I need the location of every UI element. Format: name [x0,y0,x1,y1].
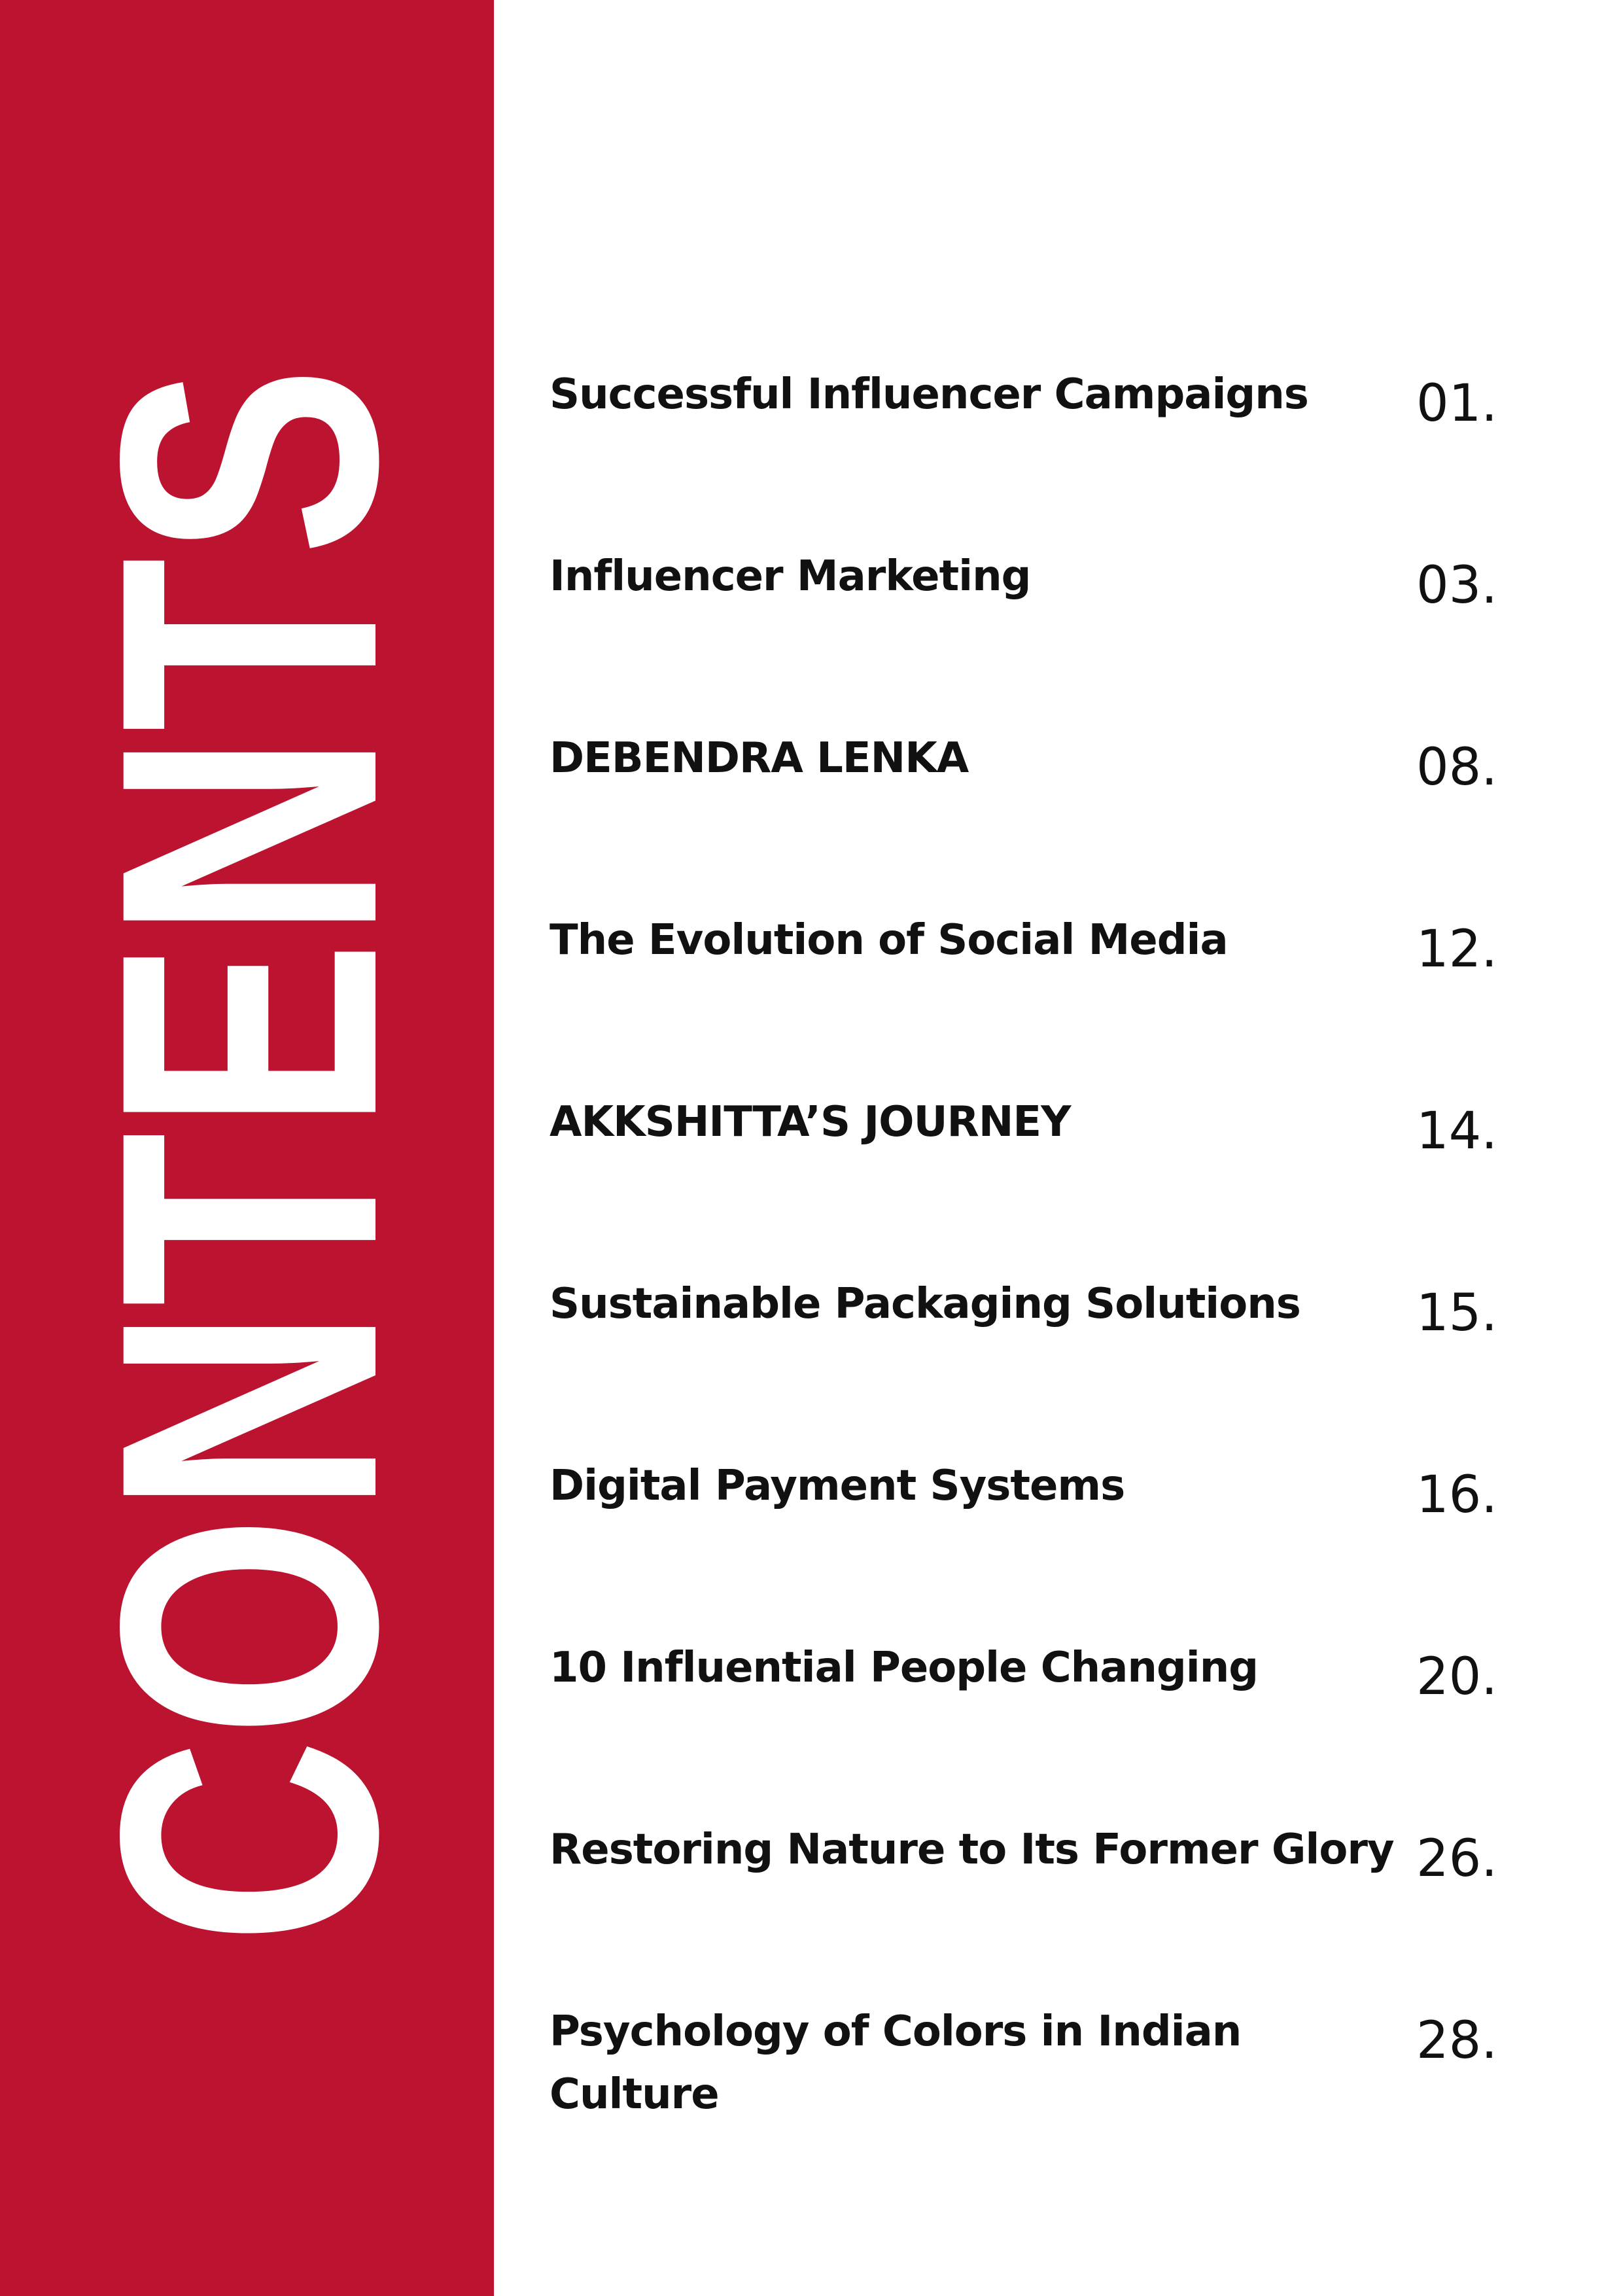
toc-entry-title: AKKSHITTA’S JOURNEY [550,1098,1071,1146]
toc-entry-title: The Evolution of Social Media [550,916,1228,964]
toc-entry[interactable] [550,1455,1622,1585]
toc-entry[interactable] [550,2000,1622,2131]
toc-entry[interactable] [550,363,1622,494]
contents-heading-text: CONTENTS [44,364,453,1945]
toc-entry-title: Restoring Nature to Its Former Glory [550,1826,1394,1874]
toc-entry-page: 14. [1416,1102,1498,1161]
toc-entry-page: 08. [1416,738,1498,797]
toc-entry[interactable] [550,909,1622,1040]
contents-heading [44,142,453,2168]
toc-entry-title: 10 Influential People Changing [550,1644,1259,1692]
toc-entry-title: Digital Payment Systems [550,1462,1125,1510]
toc-entry-page: 12. [1416,920,1498,979]
toc-entry-page: 15. [1416,1284,1498,1343]
toc-entry-title: Psychology of Colors in Indian Culture [550,2007,1242,2119]
toc-entry-page: 26. [1416,1829,1498,1888]
toc-entry[interactable] [550,1636,1622,1767]
toc-entry-page: 01. [1416,374,1498,433]
toc-entry[interactable] [550,1273,1622,1404]
toc-entry-page: 16. [1416,1466,1498,1525]
contents-sidebar [0,0,494,2296]
toc-entry-page: 20. [1416,1648,1498,1706]
toc-entry-title: Influencer Marketing [550,552,1031,601]
toc-entry[interactable] [550,1091,1622,1222]
toc-entry-page: 03. [1416,556,1498,615]
toc-entry-title: Successful Influencer Campaigns [550,370,1308,419]
toc-entry[interactable] [550,727,1622,858]
toc-entry[interactable] [550,545,1622,676]
toc-entry-page: 28. [1416,2011,1498,2070]
toc-entry-title: DEBENDRA LENKA [550,734,969,783]
toc-entry-title: Sustainable Packaging Solutions [550,1280,1300,1328]
toc-entry[interactable] [550,1818,1622,1949]
